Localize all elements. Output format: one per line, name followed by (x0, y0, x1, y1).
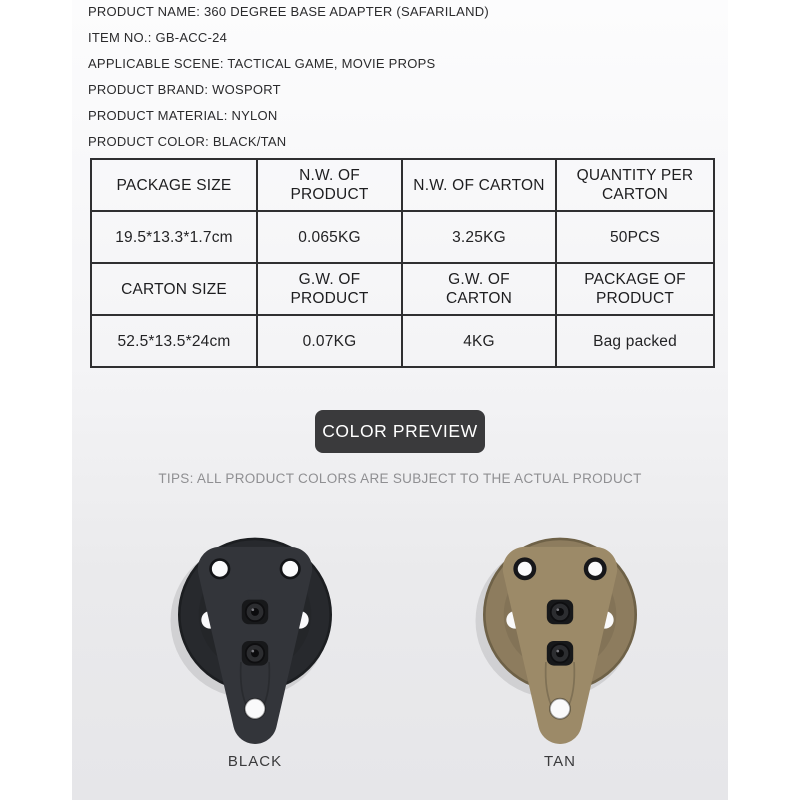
product-brand-label: PRODUCT BRAND: (88, 82, 209, 97)
ear-hole-left (516, 560, 534, 578)
table-row (91, 211, 714, 263)
product-material-label: PRODUCT MATERIAL: (88, 108, 228, 123)
ear-hole-left (211, 560, 229, 578)
screw-top (547, 600, 573, 625)
spec-cell: 0.07KG (257, 315, 402, 367)
spec-cell: 4KG (402, 315, 556, 367)
tips-text: TIPS: ALL PRODUCT COLORS ARE SUBJECT TO THE ACTUAL PRODUCT (158, 471, 642, 486)
product-color-value: BLACK/TAN (212, 134, 287, 149)
product-name-label: PRODUCT NAME: (88, 4, 201, 19)
variant-label-tan: TAN (544, 753, 576, 770)
spec-cell: N.W. OF CARTON (402, 159, 556, 211)
product-color-label: PRODUCT COLOR: (88, 134, 209, 149)
spec-cell: QUANTITY PER CARTON (556, 159, 714, 211)
spec-cell: CARTON SIZE (91, 263, 257, 315)
spec-cell: PACKAGE SIZE (91, 159, 257, 211)
color-preview-badge: COLOR PREVIEW (315, 410, 485, 453)
item-no-label: ITEM NO.: (88, 30, 152, 45)
ear-hole-right (586, 560, 604, 578)
screw-bottom (547, 641, 573, 666)
item-no-value: GB-ACC-24 (155, 30, 228, 45)
applicable-scene-line (88, 57, 489, 71)
product-image-tan (472, 530, 648, 759)
tongue-hole (245, 699, 265, 719)
product-image-black (167, 530, 343, 759)
table-row (91, 315, 714, 367)
product-name-line (88, 5, 489, 19)
product-material-line (88, 109, 489, 123)
variant-label-black: BLACK (227, 753, 283, 770)
screw-bottom (242, 641, 268, 666)
product-brand-value: WOSPORT (212, 82, 281, 97)
product-material-value: NYLON (231, 108, 278, 123)
product-info-block (88, 5, 489, 161)
spec-cell: G.W. OF CARTON (402, 263, 556, 315)
product-color-line (88, 135, 489, 149)
screw-top (242, 600, 268, 625)
applicable-scene-label: APPLICABLE SCENE: (88, 56, 224, 71)
spec-cell: 3.25KG (402, 211, 556, 263)
content-column (72, 0, 728, 800)
spec-cell: 50PCS (556, 211, 714, 263)
product-brand-line (88, 83, 489, 97)
item-no-line (88, 31, 489, 45)
table-row (91, 263, 714, 315)
spec-cell: 0.065KG (257, 211, 402, 263)
spec-cell: 19.5*13.3*1.7cm (91, 211, 257, 263)
spec-cell: G.W. OF PRODUCT (257, 263, 402, 315)
spec-cell: Bag packed (556, 315, 714, 367)
spec-cell: PACKAGE OF PRODUCT (556, 263, 714, 315)
spec-cell: 52.5*13.5*24cm (91, 315, 257, 367)
product-name-value: 360 DEGREE BASE ADAPTER (SAFARILAND) (203, 4, 489, 19)
spec-table (90, 158, 715, 368)
tongue-hole (550, 699, 570, 719)
applicable-scene-value: TACTICAL GAME, MOVIE PROPS (227, 56, 436, 71)
ear-hole-right (281, 560, 299, 578)
spec-cell: N.W. OF PRODUCT (257, 159, 402, 211)
table-row (91, 159, 714, 211)
